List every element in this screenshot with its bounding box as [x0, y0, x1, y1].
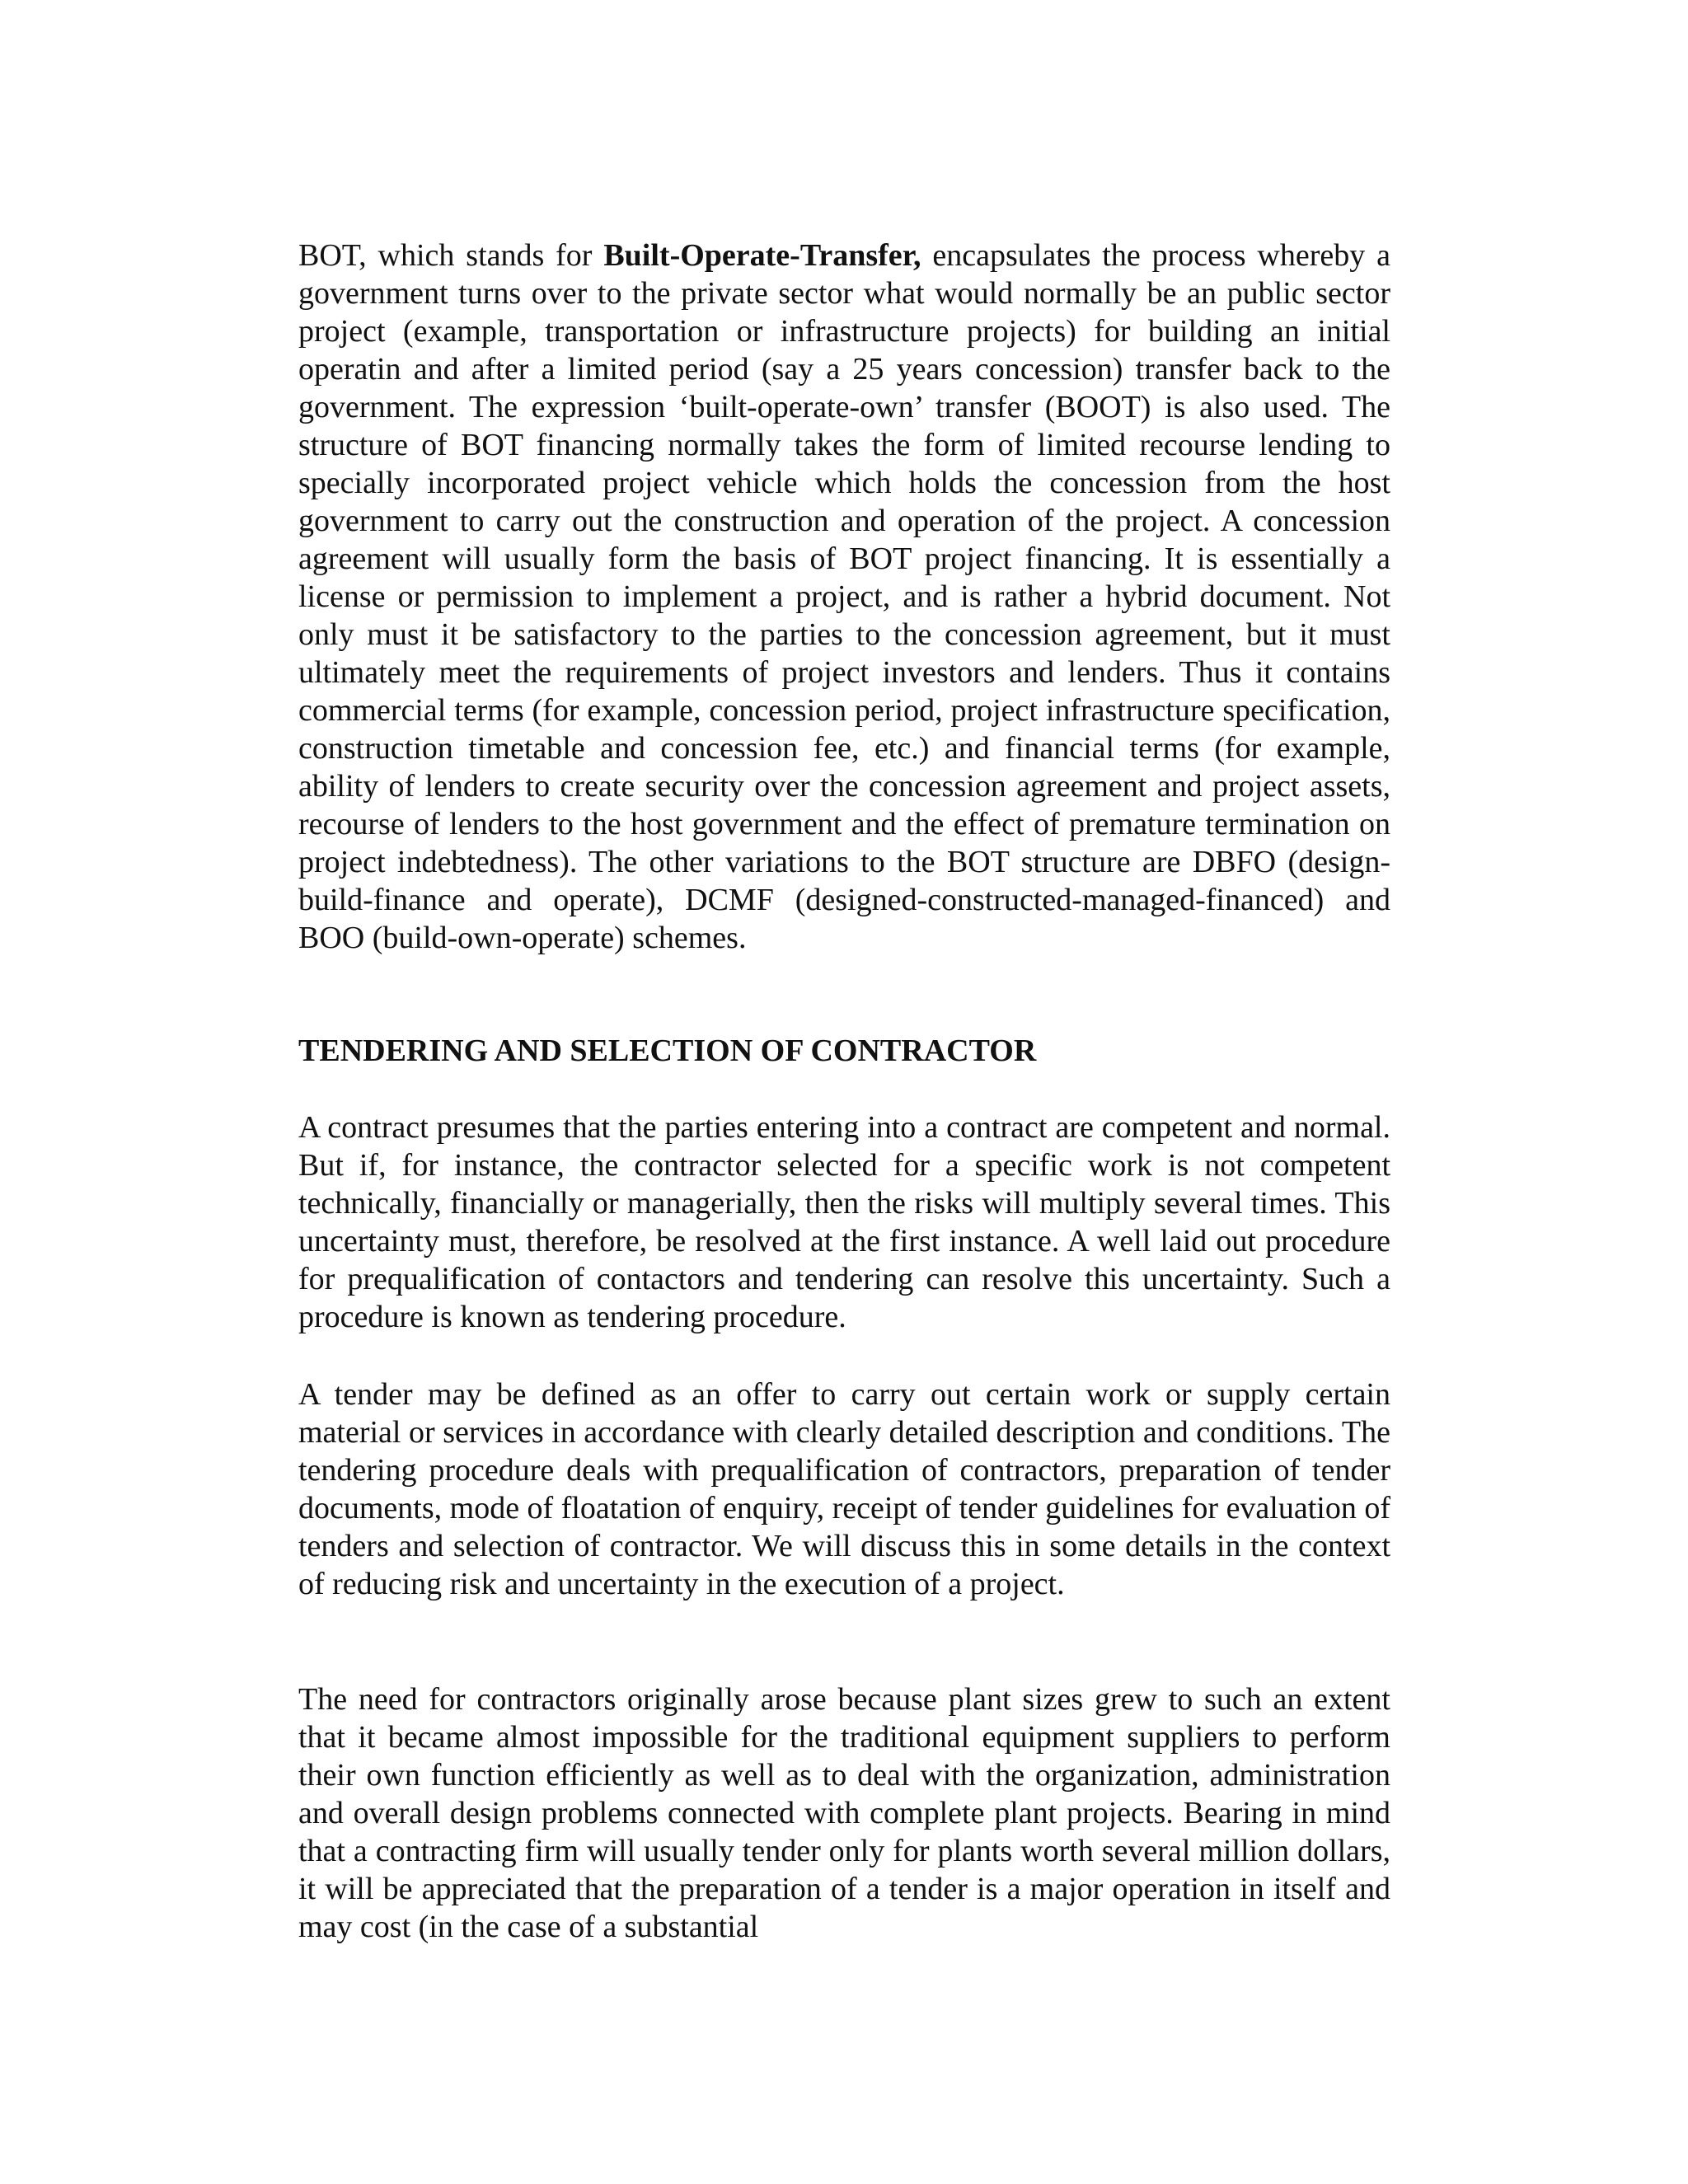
paragraph-body-text: encapsulates the process whereby a government turns over to the private sector what would normally be an public sector project (example, transportation or infrastructure projects) for building an initial operatin and after a limited period (say a 25 years concession) transfer back to the government. The expression ‘built-operate-own’ transfer (BOOT) is also used. The structure of BOT financing normally takes the form of limited recourse lending to specially incorporated project vehicle which holds the concession from the host government to carry out the construction and operation of the project. A concession agreement will usually form the basis of BOT project financing. It is essentially a license or permission to implement a project, and is rather a hybrid document. Not only must it be satisfactory to the parties to the concession agreement, but it must ultimately meet the requirements of project investors and lenders. Thus it contains commercial terms (for example, concession period, project infrastructure specification, construction timetable and concession fee, etc.) and financial terms (for example, ability of lenders to create security over the concession agreement and project assets, recourse of lenders to the host government and the effect of premature termination on project indebtedness). The other variations to the BOT structure are DBFO (design-build-finance and operate), DCMF (designed-constructed-managed-financed) and BOO (build-own-operate) schemes. — [298, 238, 1390, 955]
bold-term: Built-Operate-Transfer, — [603, 238, 921, 273]
paragraph-text — [298, 237, 1390, 957]
contract-paragraph — [298, 1108, 1390, 1336]
section-heading: TENDERING AND SELECTION OF CONTRACTOR — [298, 1033, 1037, 1068]
paragraph-lead-text: BOT, which stands for — [298, 238, 604, 273]
paragraph-text: The need for contractors originally arose because plant sizes grew to such an extent that it became almost impossible for the traditional equipment suppliers to perform their own function efficiently as well as to deal with the organization, administration and overall design problems connected with complete plant projects. Bearing in mind that a contracting firm will usually tender only for plants worth several million dollars, it will be appreciated that the preparation of a tender is a major operation in itself and may cost (in the case of a substantial — [298, 1682, 1390, 1944]
paragraph-text: A contract presumes that the parties entering into a contract are competent and normal. But if, for instance, the contractor selected for a specific work is not competent technically, financially or managerially, then the risks will multiply several times. This uncertainty must, therefore, be resolved at the first instance. A well laid out procedure for prequalification of contactors and tendering can resolve this uncertainty. Such a procedure is known as tendering procedure. — [298, 1110, 1390, 1334]
contractor-need-paragraph — [298, 1680, 1390, 1946]
tender-definition-paragraph — [298, 1376, 1390, 1603]
paragraph-text: A tender may be defined as an offer to carry out certain work or supply certain material or services in accordance with clearly detailed description and conditions. The tendering procedure deals with prequalification of contractors, preparation of tender documents, mode of floatation of enquiry, receipt of tender guidelines for evaluation of tenders and selection of contractor. We will discuss this in some details in the context of reducing risk and uncertainty in the execution of a project. — [298, 1377, 1390, 1601]
bot-paragraph — [298, 237, 1390, 957]
